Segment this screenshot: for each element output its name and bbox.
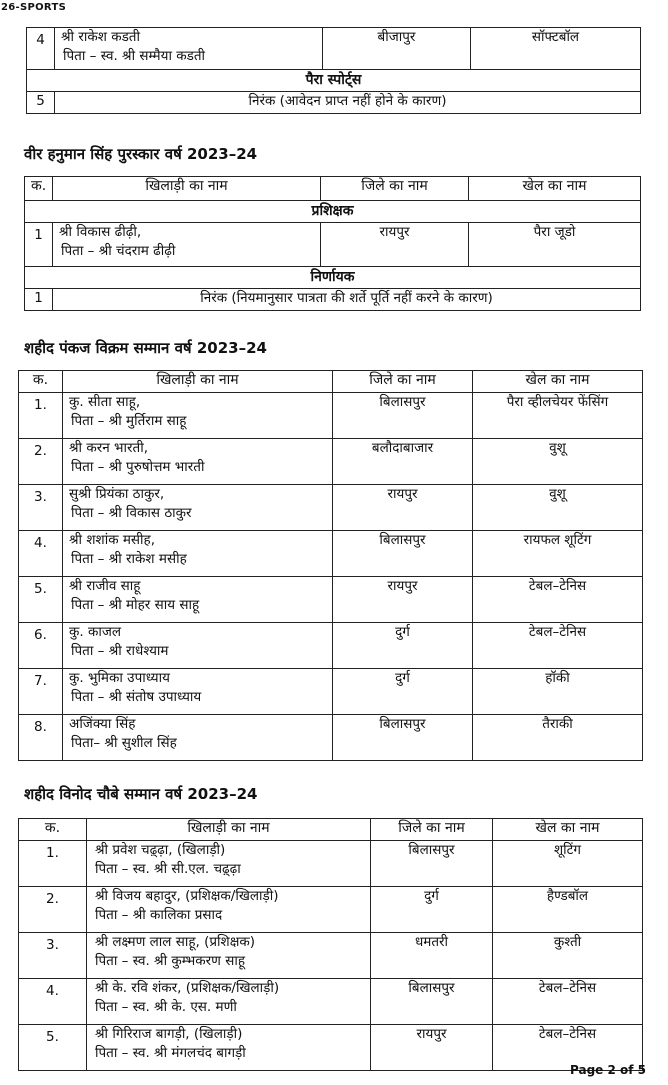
subheading-row <box>27 70 641 92</box>
athlete-name-cell <box>87 979 371 1025</box>
section-title-vinod-choubey: शहीद विनोद चौबे सम्मान वर्ष 2023–24 <box>24 785 258 803</box>
district-name: बीजापुर <box>323 28 471 70</box>
table-row <box>19 439 643 485</box>
table-row <box>19 1025 643 1071</box>
sport-name: रायफल शूटिंग <box>473 531 643 577</box>
athlete-name: अजिंक्या सिंह <box>69 716 136 732</box>
athlete-name-cell <box>87 1025 371 1071</box>
table-header-row <box>25 177 641 201</box>
table-row <box>19 485 643 531</box>
sport-name: शूटिंग <box>493 841 643 887</box>
section-title-veer-hanuman: वीर हनुमान सिंह पुरस्कार वर्ष 2023–24 <box>24 145 258 163</box>
district-name: धमतरी <box>371 933 493 979</box>
serial-number: 4. <box>19 531 63 577</box>
serial-number: 2. <box>19 887 87 933</box>
table-row <box>27 28 641 70</box>
athlete-name: कु. सीता साहू, <box>69 394 141 410</box>
athlete-name: श्री के. रवि शंकर, (प्रशिक्षक/खिलाड़ी) <box>95 980 280 996</box>
section-title-pankaj-vikram: शहीद पंकज विक्रम सम्मान वर्ष 2023–24 <box>24 339 267 357</box>
serial-number: 3. <box>19 485 63 531</box>
sport-name: हैण्डबॉल <box>493 887 643 933</box>
table-row <box>19 933 643 979</box>
sport-name: पैरा जूडो <box>469 223 641 267</box>
table-row <box>19 393 643 439</box>
athlete-name: श्री विजय बहादुर, (प्रशिक्षक/खिलाड़ी) <box>95 888 279 904</box>
header-serial: क. <box>19 371 63 393</box>
subheading-row <box>25 201 641 223</box>
athlete-name: श्री राकेश कडती <box>61 29 140 45</box>
athlete-name: कु. भुमिका उपाध्याय <box>69 670 170 686</box>
athlete-name-cell <box>63 439 333 485</box>
serial-number: 8. <box>19 715 63 761</box>
subheading-coach: प्रशिक्षक <box>25 201 641 223</box>
serial-number: 6. <box>19 623 63 669</box>
table-row <box>19 623 643 669</box>
district-name: बिलासपुर <box>333 531 473 577</box>
athlete-name-cell <box>87 841 371 887</box>
athlete-name-cell <box>63 393 333 439</box>
serial-number: 1 <box>25 223 53 267</box>
serial-number: 5. <box>19 577 63 623</box>
athlete-name: श्री राजीव साहू <box>69 578 141 594</box>
father-name: पिता – श्री मुर्तिराम साहू <box>71 413 187 429</box>
father-name: पिता – श्री कालिका प्रसाद <box>95 907 223 923</box>
district-name: बिलासपुर <box>371 979 493 1025</box>
father-name: पिता– श्री सुशील सिंह <box>71 735 177 751</box>
serial-number: 1. <box>19 393 63 439</box>
header-district: जिले का नाम <box>321 177 469 201</box>
district-name: रायपुर <box>333 485 473 531</box>
athlete-name: श्री गिरिराज बागड़ी, (खिलाड़ी) <box>95 1026 243 1042</box>
district-name: रायपुर <box>371 1025 493 1071</box>
sport-name: टेबल–टेनिस <box>473 623 643 669</box>
table-row <box>19 979 643 1025</box>
athlete-name-cell <box>87 933 371 979</box>
table-row <box>19 577 643 623</box>
sport-name: पैरा व्हीलचेयर फेंसिंग <box>473 393 643 439</box>
header-serial: क. <box>19 819 87 841</box>
father-name: पिता – स्व. श्री सम्मैया कडती <box>63 48 206 64</box>
table-pankaj-vikram <box>18 370 643 761</box>
table-continued <box>26 27 641 114</box>
sport-name: वुशू <box>473 485 643 531</box>
serial-number: 5 <box>27 92 55 114</box>
district-name: रायपुर <box>333 577 473 623</box>
subheading-referee: निर्णायक <box>25 267 641 289</box>
athlete-name-cell <box>87 887 371 933</box>
sport-name: कुश्ती <box>493 933 643 979</box>
header-district: जिले का नाम <box>371 819 493 841</box>
header-serial: क. <box>25 177 53 201</box>
serial-number: 5. <box>19 1025 87 1071</box>
header-name: खिलाड़ी का नाम <box>87 819 371 841</box>
athlete-name: श्री लक्ष्मण लाल साहू, (प्रशिक्षक) <box>95 934 256 950</box>
father-name: पिता – श्री संतोष उपाध्याय <box>71 689 202 705</box>
serial-number: 7. <box>19 669 63 715</box>
nil-row <box>25 289 641 311</box>
table-row <box>19 669 643 715</box>
header-sport: खेल का नाम <box>493 819 643 841</box>
table-header-row <box>19 371 643 393</box>
district-name: रायपुर <box>321 223 469 267</box>
father-name: पिता – श्री पुरुषोत्तम भारती <box>71 459 205 475</box>
father-name: पिता – श्री राकेश मसीह <box>71 551 187 567</box>
athlete-name-cell <box>63 485 333 531</box>
nil-row <box>27 92 641 114</box>
district-name: दुर्ग <box>371 887 493 933</box>
district-name: बिलासपुर <box>333 393 473 439</box>
nil-text: निरंक (आवेदन प्राप्त नहीं होने के कारण) <box>55 92 641 114</box>
athlete-name-cell <box>55 28 323 70</box>
district-name: बलौदाबाजार <box>333 439 473 485</box>
athlete-name-cell <box>63 577 333 623</box>
father-name: पिता – श्री चंदराम ढीढ़ी <box>61 243 176 259</box>
header-sport: खेल का नाम <box>473 371 643 393</box>
father-name: पिता – स्व. श्री सी.एल. चढ़्ढ़ा <box>95 861 241 877</box>
header-district: जिले का नाम <box>333 371 473 393</box>
father-name: पिता – श्री राधेश्याम <box>71 643 169 659</box>
subheading-para-sports: पैरा स्पोर्ट्स <box>27 70 641 92</box>
father-name: पिता – स्व. श्री मंगलचंद बागड़ी <box>95 1045 246 1061</box>
subheading-row <box>25 267 641 289</box>
sport-name: तैराकी <box>473 715 643 761</box>
sport-name: टेबल–टेनिस <box>493 1025 643 1071</box>
district-name: बिलासपुर <box>371 841 493 887</box>
sport-name: टेबल–टेनिस <box>493 979 643 1025</box>
father-name: पिता – श्री मोहर साय साहू <box>71 597 200 613</box>
father-name: पिता – स्व. श्री के. एस. मणी <box>95 999 237 1015</box>
district-name: दुर्ग <box>333 669 473 715</box>
table-header-row <box>19 819 643 841</box>
table-row <box>19 841 643 887</box>
serial-number: 4 <box>27 28 55 70</box>
serial-number: 2. <box>19 439 63 485</box>
sport-name: हॉकी <box>473 669 643 715</box>
sport-name: सॉफ्टबॉल <box>471 28 641 70</box>
athlete-name: श्री करन भारती, <box>69 440 149 456</box>
district-name: दुर्ग <box>333 623 473 669</box>
table-row <box>19 887 643 933</box>
page-number: Page 2 of 5 <box>570 1063 646 1077</box>
serial-number: 3. <box>19 933 87 979</box>
serial-number: 1. <box>19 841 87 887</box>
nil-text: निरंक (नियमानुसार पात्रता की शर्ते पूर्ति नहीं करने के कारण) <box>53 289 641 311</box>
table-veer-hanuman <box>24 176 641 311</box>
district-name: बिलासपुर <box>333 715 473 761</box>
athlete-name: श्री प्रवेश चढ़्ढ़ा, (खिलाड़ी) <box>95 842 226 858</box>
athlete-name-cell <box>63 531 333 577</box>
athlete-name-cell <box>63 669 333 715</box>
header-name: खिलाड़ी का नाम <box>53 177 321 201</box>
athlete-name: कु. काजल <box>69 624 121 640</box>
athlete-name: सुश्री प्रियंका ठाकुर, <box>69 486 165 502</box>
header-sport: खेल का नाम <box>469 177 641 201</box>
athlete-name: श्री शशांक मसीह, <box>69 532 156 548</box>
sport-name: टेबल–टेनिस <box>473 577 643 623</box>
table-row <box>19 531 643 577</box>
table-vinod-choubey <box>18 818 643 1071</box>
table-row <box>25 223 641 267</box>
athlete-name: श्री विकास ढीढ़ी, <box>59 224 142 240</box>
document-code: 26-SPORTS <box>1 2 67 13</box>
serial-number: 1 <box>25 289 53 311</box>
athlete-name-cell <box>63 715 333 761</box>
header-name: खिलाड़ी का नाम <box>63 371 333 393</box>
father-name: पिता – स्व. श्री कुम्भकरण साहू <box>95 953 246 969</box>
serial-number: 4. <box>19 979 87 1025</box>
sport-name: वुशू <box>473 439 643 485</box>
athlete-name-cell <box>53 223 321 267</box>
father-name: पिता – श्री विकास ठाकुर <box>71 505 192 521</box>
athlete-name-cell <box>63 623 333 669</box>
table-row <box>19 715 643 761</box>
